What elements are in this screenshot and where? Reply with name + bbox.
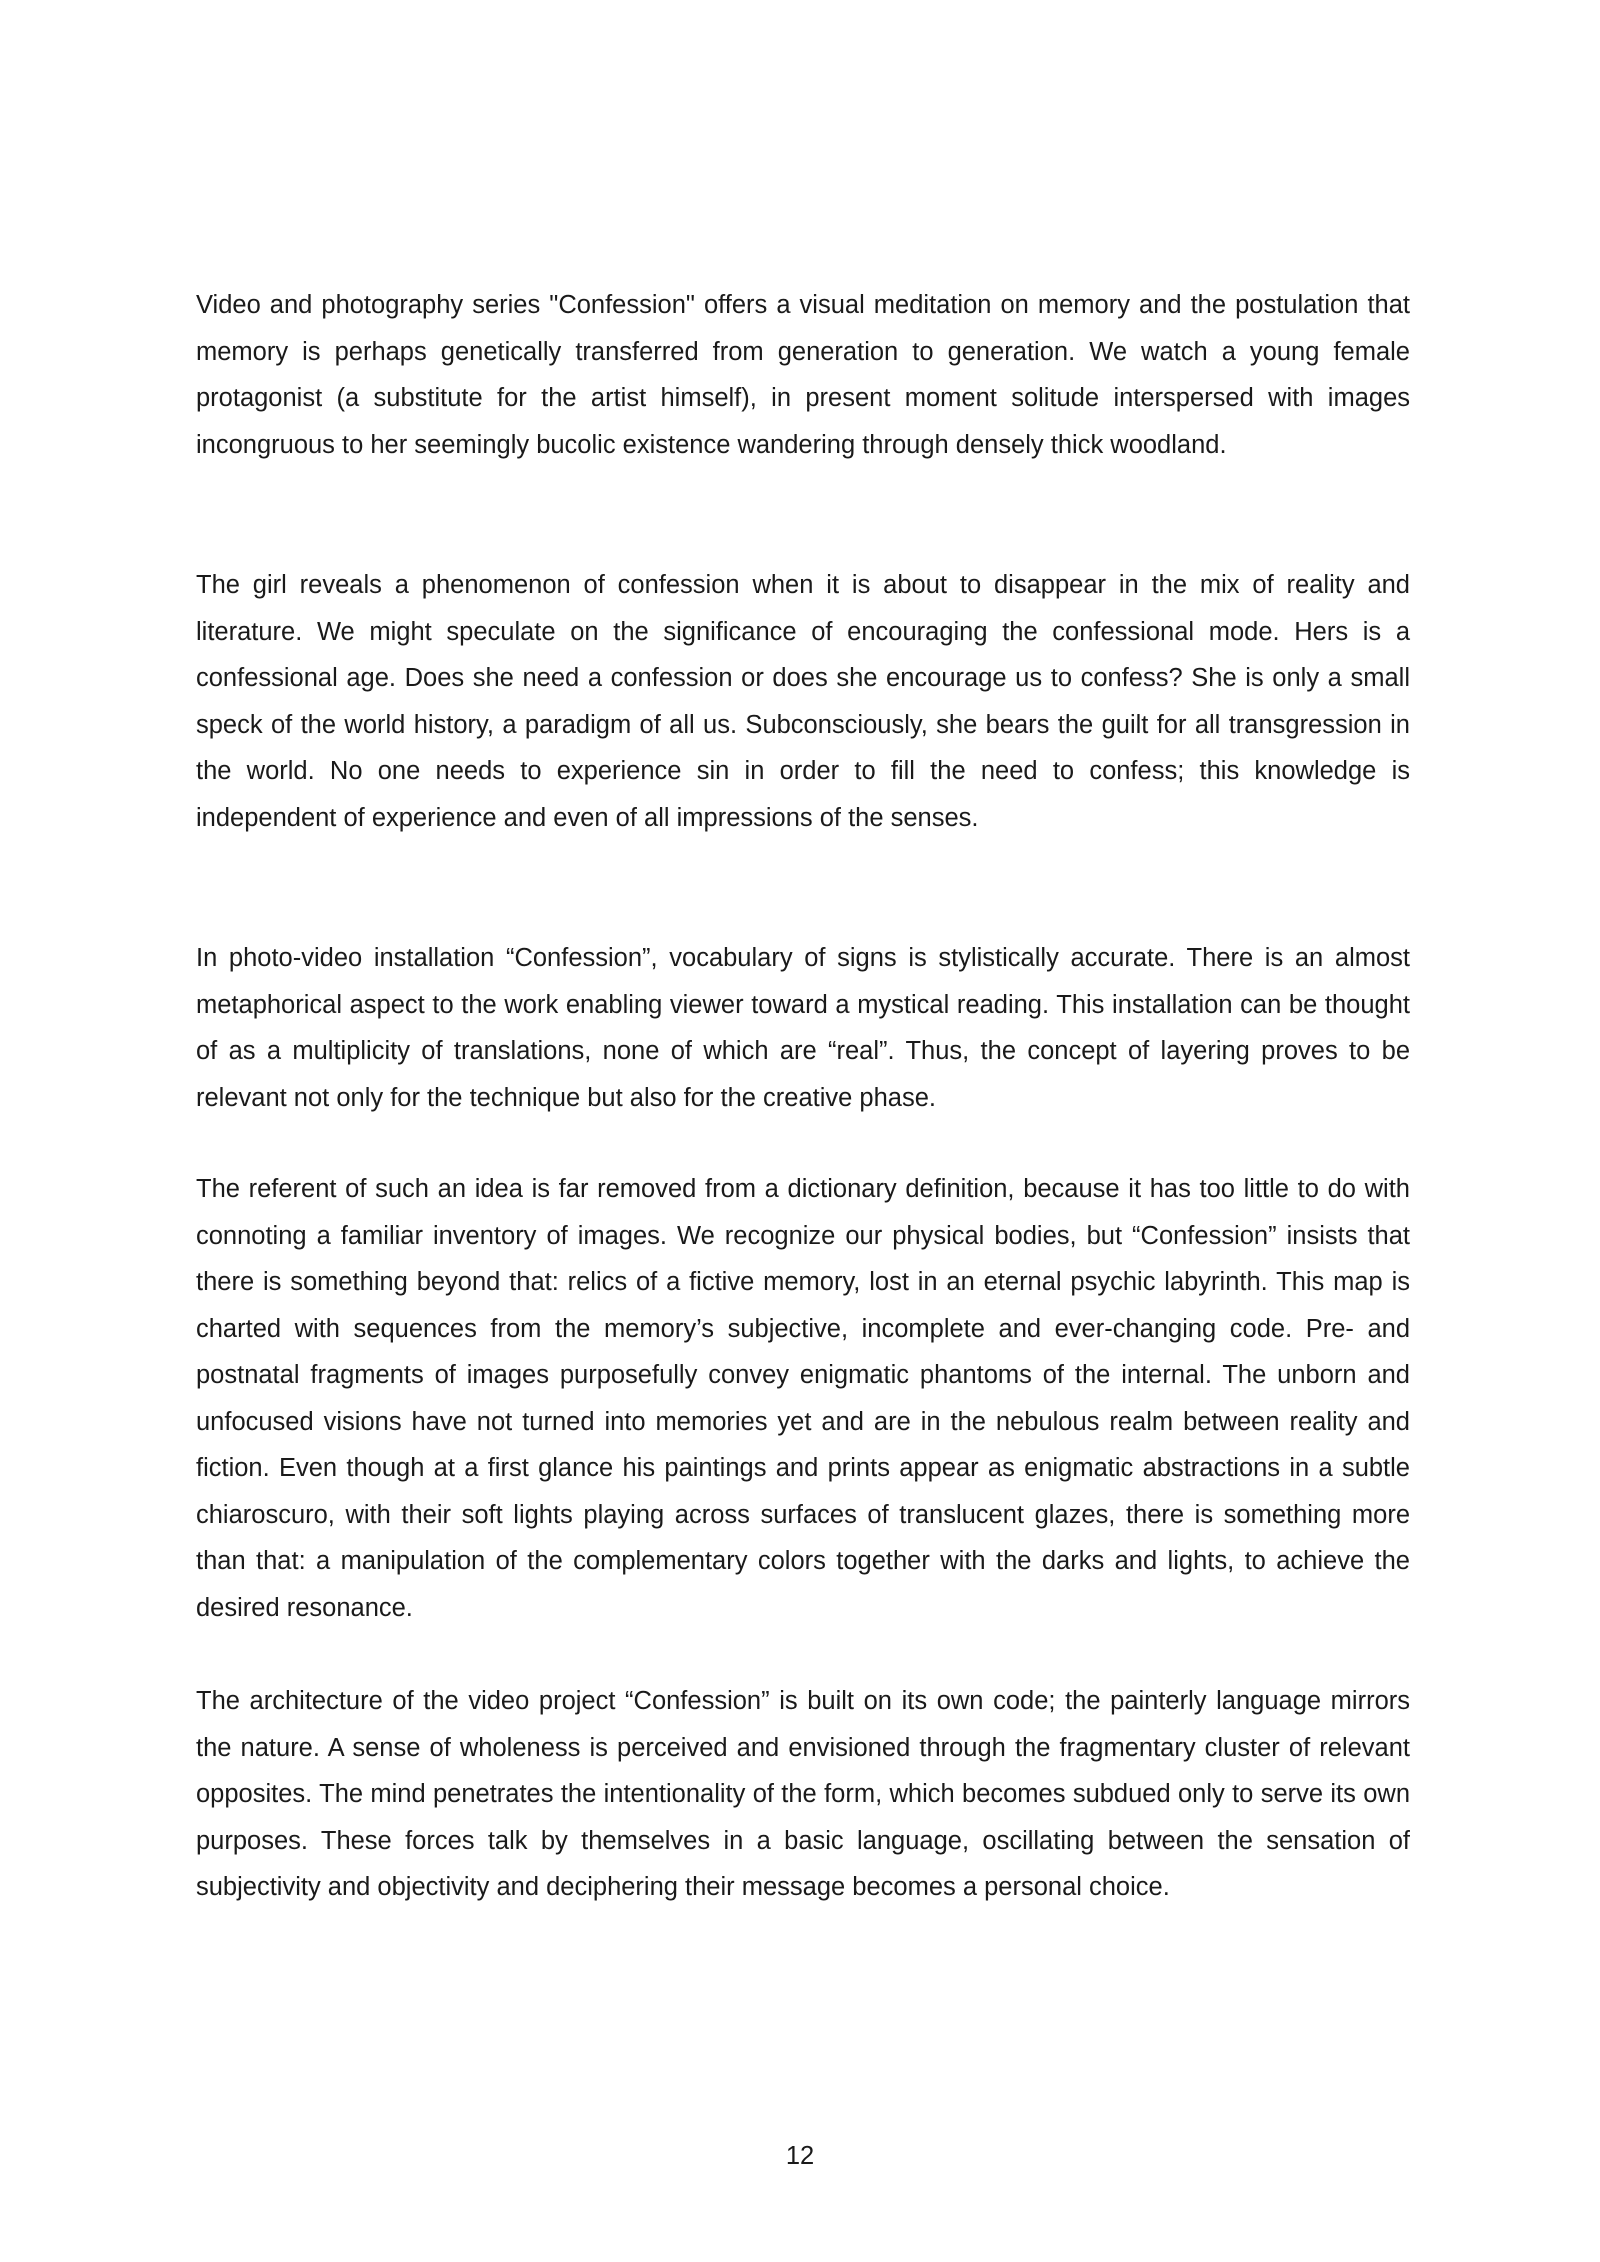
- paragraph-confession-phenomenon: The girl reveals a phenomenon of confession when it is about to disappear in the mix of reality and literature. We might speculate on the significance of encouraging the confessional mode. Hers is a confessional age. Does she need a confession or does she encourage us to confess? She is only a small speck of the world history, a paradigm of all us. Subconsciously, she bears the guilt for all transgression in the world. No one needs to experience sin in order to fill the need to confess; this knowledge is independent of experience and even of all impressions of the senses.: [196, 571, 1410, 832]
- paragraph-intro: Video and photography series "Confession" offers a visual meditation on memory and the postulation that memory is perhaps genetically transferred from generation to generation. We watch a young female protagonist (a substitute for the artist himself), in present moment solitude interspersed with images incongruous to her seemingly bucolic existence wandering through densely thick woodland.: [196, 291, 1410, 459]
- page-number: 12: [785, 2142, 815, 2170]
- paragraph-architecture: The architecture of the video project “Confession” is built on its own code; the painterly language mirrors the nature. A sense of wholeness is perceived and envisioned through the fragmentary cluster of relevant opposites. The mind penetrates the intentionality of the form, which becomes subdued only to serve its own purposes. These forces talk by themselves in a basic language, oscillating between the sensation of subjectivity and objectivity and deciphering their message becomes a personal choice.: [196, 1687, 1410, 1901]
- paragraph-installation: In photo-video installation “Confession”, vocabulary of signs is stylistically accurate. There is an almost metaphorical aspect to the work enabling viewer toward a mystical reading. This installation can be thought of as a multiplicity of translations, none of which are “real”. Thus, the concept of layering proves to be relevant not only for the technique but also for the creative phase.: [196, 944, 1410, 1112]
- paragraph-referent: The referent of such an idea is far removed from a dictionary definition, because it has too little to do with connoting a familiar inventory of images. We recognize our physical bodies, but “Confession” insists that there is something beyond that: relics of a fictive memory, lost in an eternal psychic labyrinth. This map is charted with sequences from the memory’s subjective, incomplete and ever-changing code. Pre- and postnatal fragments of images purposefully convey enigmatic phantoms of the internal. The unborn and unfocused visions have not turned into memories yet and are in the nebulous realm between reality and fiction. Even though at a first glance his paintings and prints appear as enigmatic abstractions in a subtle chiaroscuro, with their soft lights playing across surfaces of translucent glazes, there is something more than that: a manipulation of the complementary colors together with the darks and lights, to achieve the desired resonance.: [196, 1175, 1410, 1622]
